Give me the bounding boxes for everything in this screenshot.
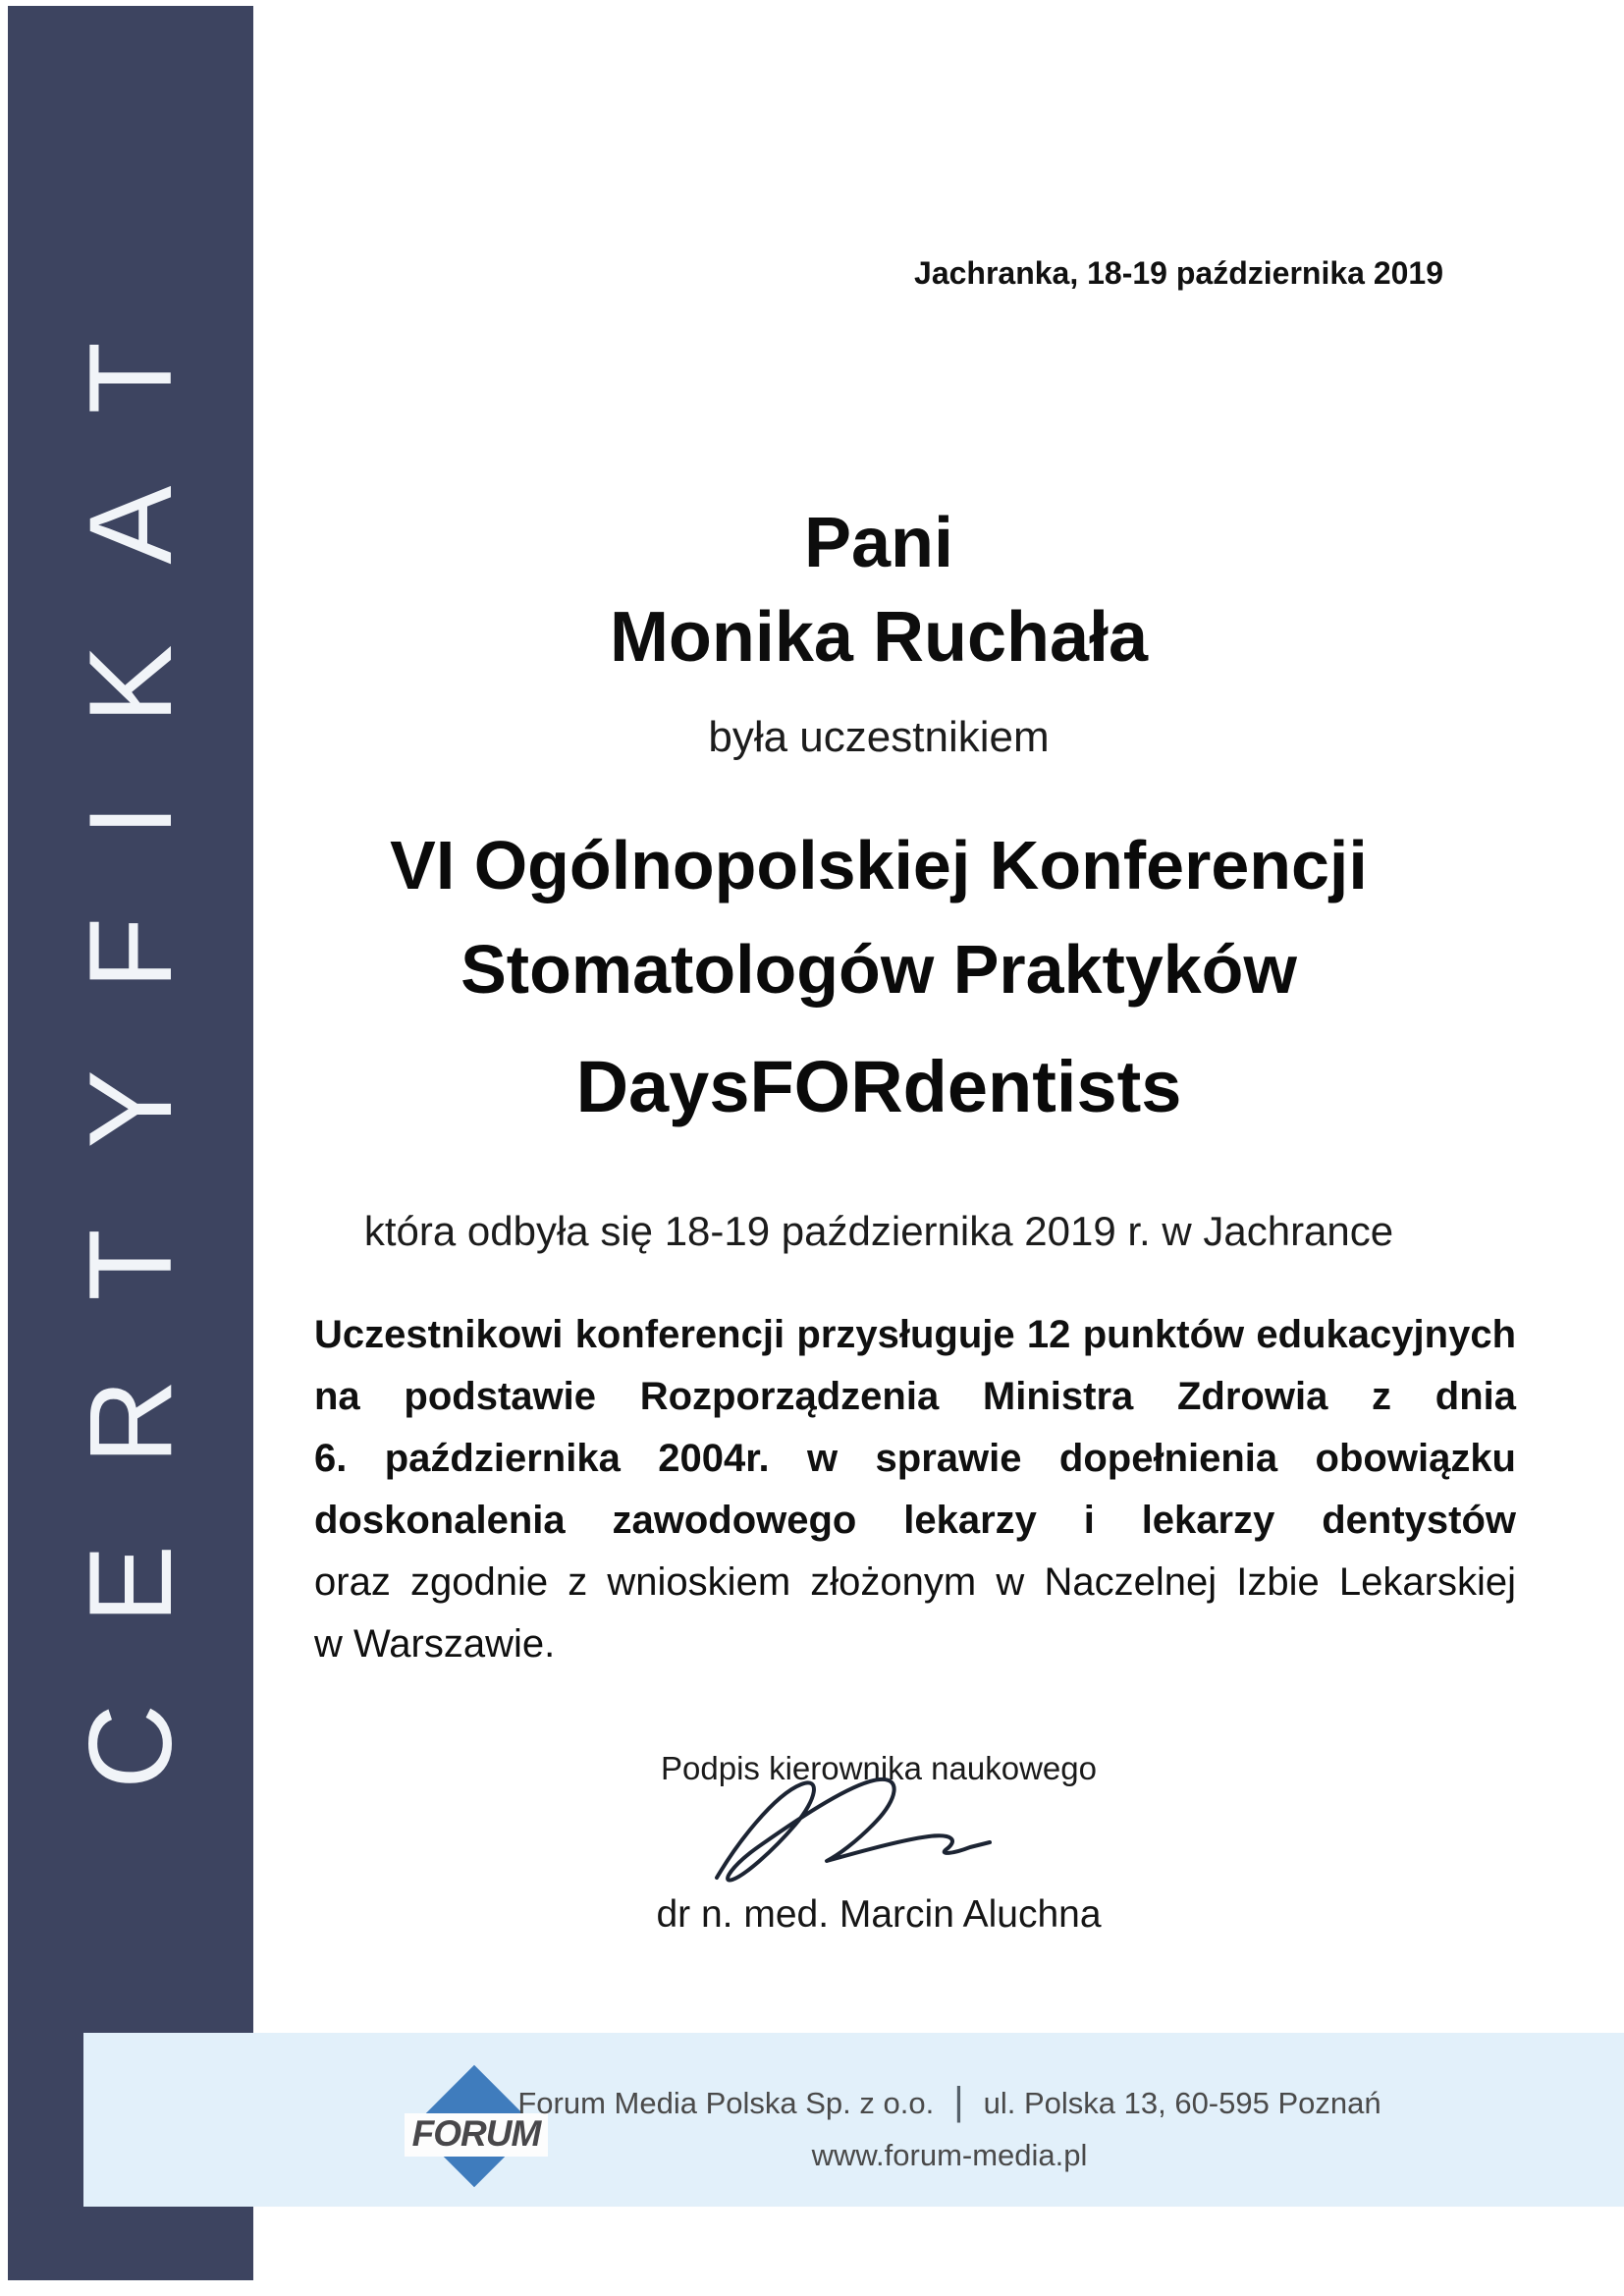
participation-line: była uczestnikiem [708, 713, 1050, 761]
paragraph-line: doskonalenia zawodowego lekarzy i lekarzy dentystów [314, 1499, 1516, 1542]
handwritten-signature [711, 1774, 1009, 1889]
certyfikat-vertical-text: CERTYFIKAT [65, 261, 196, 1789]
footer-contact-block [314, 2079, 1585, 2173]
conference-title-line1: VI Ogólnopolskiej Konferencji [390, 827, 1368, 903]
paragraph-line: na podstawie Rozporządzenia Ministra Zdrowia z dnia [314, 1375, 1516, 1418]
recipient-name: Monika Ruchała [609, 598, 1149, 677]
event-details-line: która odbyła się 18-19 października 2019 r. w Jachrance [363, 1208, 1394, 1254]
paragraph-line: Uczestnikowi konferencji przysługuje 12 punktów edukacyjnych [314, 1313, 1516, 1356]
issue-date-location: Jachranka, 18-19 października 2019 [914, 255, 1443, 291]
footer-company: Forum Media Polska Sp. z o.o. [517, 2086, 935, 2120]
signature-caption: Podpis kierownika naukowego [661, 1750, 1097, 1786]
footer-address: ul. Polska 13, 60-595 Poznań [983, 2086, 1381, 2120]
conference-title [285, 813, 1473, 1021]
event-name: DaysFORdentists [575, 1046, 1182, 1127]
signer-name: dr n. med. Marcin Aluchna [656, 1893, 1102, 1936]
paragraph-line: oraz zgodnie z wnioskiem złożonym w Naczelnej Izbie Lekarskiej [314, 1560, 1516, 1604]
conference-title-line2: Stomatologów Praktyków [460, 931, 1297, 1008]
paragraph-line: 6. października 2004r. w sprawie dopełnienia obowiązku [314, 1437, 1516, 1480]
footer-company-address-line [314, 2079, 1585, 2123]
education-points-paragraph [314, 1304, 1516, 1675]
salutation: Pani [803, 504, 954, 582]
footer-separator: | [953, 2079, 964, 2123]
footer-website: www.forum-media.pl [811, 2138, 1088, 2172]
paragraph-line: w Warszawie. [314, 1622, 556, 1666]
forum-logo-text: FORUM [411, 2113, 541, 2154]
